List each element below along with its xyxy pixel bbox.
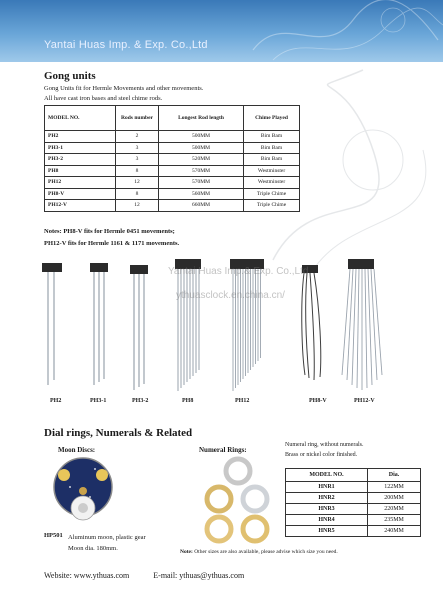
table-row xyxy=(286,504,421,515)
note-label: Note: xyxy=(180,549,193,555)
cell-chime: Bim Bam xyxy=(244,154,300,166)
cell-model: HNR4 xyxy=(286,515,368,526)
chime-label-ph8: PH8 xyxy=(182,398,194,404)
col-model: MODEL NO. xyxy=(286,469,368,482)
chime-ph3-2-icon xyxy=(130,265,148,390)
cell-rods: 8 xyxy=(116,165,159,177)
moon-disc-description xyxy=(68,532,146,554)
table-row xyxy=(45,154,300,166)
chime-label-ph3-2: PH3-2 xyxy=(132,398,149,404)
cell-chime: Triple Chime xyxy=(244,200,300,212)
cell-chime: Bim Bam xyxy=(244,142,300,154)
cell-chime: Westminster xyxy=(244,165,300,177)
cell-model: PH8 xyxy=(45,165,116,177)
cell-length: 500MM xyxy=(159,142,244,154)
table-row xyxy=(45,200,300,212)
dial-section-title: Dial rings, Numerals & Related xyxy=(44,427,193,439)
cell-dia: 220MM xyxy=(368,504,421,515)
intro-line-1: Gong Units fit for Hermle Movements and other movements. xyxy=(44,85,204,92)
table-row xyxy=(45,142,300,154)
sizes-note xyxy=(180,549,338,555)
moon-desc-line-1: Aluminum moon, plastic gear xyxy=(68,534,146,541)
cell-model: PH3-2 xyxy=(45,154,116,166)
table-row xyxy=(286,515,421,526)
cell-model: PH12-V xyxy=(45,200,116,212)
decorative-swirl-icon xyxy=(243,0,443,62)
cell-rods: 8 xyxy=(116,188,159,200)
col-rods: Rods number xyxy=(116,106,159,131)
table-row xyxy=(286,526,421,537)
cell-model: HNR1 xyxy=(286,482,368,493)
note-line-2: PH12-V fits for Hermle 1161 & 1171 movements. xyxy=(44,240,180,247)
watermark-line-2: ythuasclock.en.china.cn/ xyxy=(176,290,285,301)
table-header-row xyxy=(286,469,421,482)
cell-model: PH12 xyxy=(45,177,116,189)
cell-model: HNR2 xyxy=(286,493,368,504)
note-text: Other sizes are also available, please advise which size you need. xyxy=(194,549,338,555)
cell-length: 660MM xyxy=(159,200,244,212)
cell-chime: Westminster xyxy=(244,177,300,189)
note-line-1: Notes: PH8-V fits for Hermle 0451 movements; xyxy=(44,228,175,235)
moon-discs-title: Moon Discs: xyxy=(58,446,96,454)
chime-ph3-1-icon xyxy=(90,263,108,385)
cell-rods: 2 xyxy=(116,131,159,143)
gong-notes xyxy=(44,226,179,250)
gong-units-table xyxy=(44,105,300,212)
moon-disc-code: HP501 xyxy=(44,532,63,539)
company-name: Yantai Huas Imp. & Exp. Co.,Ltd xyxy=(44,39,208,51)
col-model: MODEL NO. xyxy=(45,106,116,131)
ring-desc-line-1: Numeral ring, without numerals. xyxy=(285,442,364,448)
numeral-ring-description xyxy=(285,440,425,460)
moon-disc-icon xyxy=(50,457,116,523)
cell-dia: 235MM xyxy=(368,515,421,526)
watermark-line-1: Yantai Huas Imp.& Exp. Co.,Ltd xyxy=(168,266,309,277)
moon-desc-line-2: Moon dia. 180mm. xyxy=(68,545,118,552)
table-row xyxy=(45,131,300,143)
cell-dia: 200MM xyxy=(368,493,421,504)
table-row xyxy=(45,165,300,177)
chime-label-ph3-1: PH3-1 xyxy=(90,398,107,404)
footer-website: Website: www.ythuas.com xyxy=(44,571,130,580)
chime-label-ph8-v: PH8-V xyxy=(309,398,327,404)
cell-dia: 240MM xyxy=(368,526,421,537)
gong-units-intro xyxy=(44,84,203,104)
table-row xyxy=(45,177,300,189)
chime-ph12-icon xyxy=(230,259,264,391)
cell-model: PH2 xyxy=(45,131,116,143)
cell-length: 500MM xyxy=(159,131,244,143)
col-rod-length: Longest Rod length xyxy=(159,106,244,131)
cell-rods: 3 xyxy=(116,142,159,154)
cell-rods: 12 xyxy=(116,200,159,212)
footer xyxy=(44,571,244,580)
cell-model: HNR3 xyxy=(286,504,368,515)
numeral-ring-table xyxy=(285,468,421,537)
ring-desc-line-2: Brass or nickel color finished. xyxy=(285,452,358,458)
cell-length: 560MM xyxy=(159,188,244,200)
cell-rods: 3 xyxy=(116,154,159,166)
numeral-rings-icon xyxy=(195,455,280,550)
cell-rods: 12 xyxy=(116,177,159,189)
cell-length: 520MM xyxy=(159,154,244,166)
cell-chime: Triple Chime xyxy=(244,188,300,200)
table-row xyxy=(286,493,421,504)
cell-model: HNR5 xyxy=(286,526,368,537)
chime-label-ph2: PH2 xyxy=(50,398,62,404)
table-row xyxy=(45,188,300,200)
gong-units-title: Gong units xyxy=(44,70,96,82)
cell-chime: Bim Bam xyxy=(244,131,300,143)
cell-model: PH8-V xyxy=(45,188,116,200)
chime-ph8-v-icon xyxy=(302,265,321,380)
chime-ph2-icon xyxy=(42,263,62,385)
table-row xyxy=(286,482,421,493)
intro-line-2: All have cast iron bases and steel chime rods. xyxy=(44,95,163,102)
chime-ph12-v-icon xyxy=(342,259,382,390)
cell-dia: 122MM xyxy=(368,482,421,493)
header-banner xyxy=(0,0,443,62)
cell-length: 570MM xyxy=(159,165,244,177)
col-dia: Dia. xyxy=(368,469,421,482)
col-chime: Chime Played xyxy=(244,106,300,131)
table-header-row xyxy=(45,106,300,131)
cell-length: 570MM xyxy=(159,177,244,189)
chime-ph8-icon xyxy=(175,259,201,391)
chime-label-ph12-v: PH12-V xyxy=(354,398,375,404)
footer-email: E-mail: ythuas@ythuas.com xyxy=(153,571,245,580)
numeral-rings-title: Numeral Rings: xyxy=(199,446,247,454)
cell-model: PH3-1 xyxy=(45,142,116,154)
chime-label-ph12: PH12 xyxy=(235,398,250,404)
